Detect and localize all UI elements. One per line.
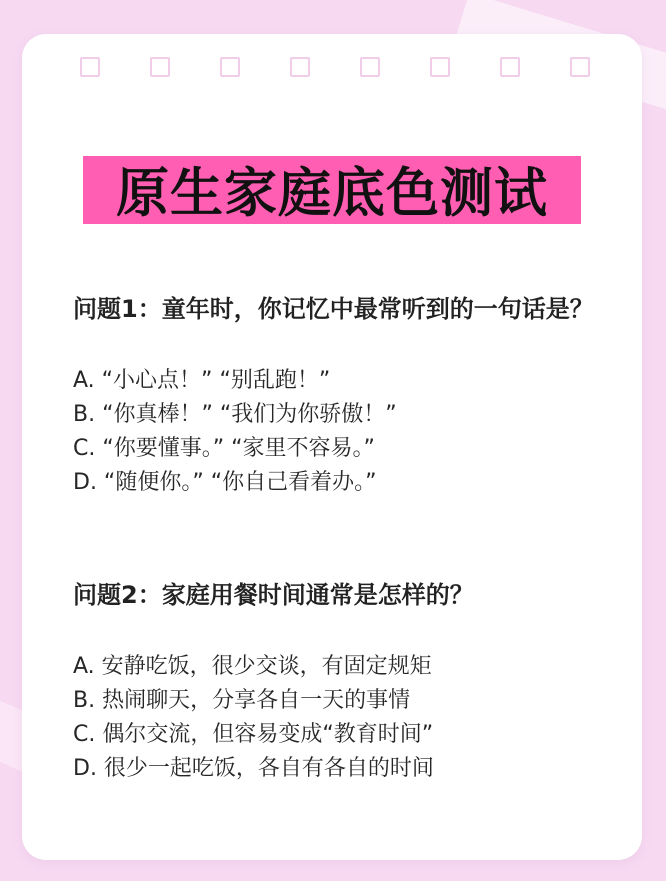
- binding-hole: [430, 57, 450, 77]
- question-2-option-d: D. 很少一起吃饭，各自有各自的时间: [73, 756, 434, 781]
- binding-hole: [360, 57, 380, 77]
- binding-hole: [570, 57, 590, 77]
- question-1-option-b: B. “你真棒！” “我们为你骄傲！”: [73, 402, 397, 427]
- question-2-option-a: A. 安静吃饭，很少交谈，有固定规矩: [73, 654, 432, 679]
- notebook-card: [22, 34, 642, 860]
- binding-hole: [80, 57, 100, 77]
- question-block-2: [73, 578, 614, 786]
- question-1-text: 问题1：童年时，你记忆中最常听到的一句话是？: [73, 295, 594, 323]
- binding-hole: [220, 57, 240, 77]
- question-1-option-c: C. “你要懂事。” “家里不容易。”: [73, 436, 375, 461]
- question-2-option-c: C. 偶尔交流，但容易变成“教育时间”: [73, 722, 434, 747]
- question-1-option-d: D. “随便你。” “你自己看着办。”: [73, 470, 377, 495]
- page-title: 原生家庭底色测试: [116, 163, 548, 224]
- binding-hole: [500, 57, 520, 77]
- question-2-option-b: B. 热闹聊天，分享各自一天的事情: [73, 688, 411, 713]
- title-highlight: [83, 156, 581, 224]
- binding-holes: [80, 57, 590, 77]
- question-2-text: 问题2：家庭用餐时间通常是怎样的？: [73, 581, 474, 609]
- question-1-options: [73, 364, 614, 500]
- binding-hole: [150, 57, 170, 77]
- binding-hole: [290, 57, 310, 77]
- question-2-options: [73, 650, 614, 786]
- question-1-option-a: A. “小心点！” “别乱跑！”: [73, 368, 331, 393]
- question-block-1: [73, 292, 614, 500]
